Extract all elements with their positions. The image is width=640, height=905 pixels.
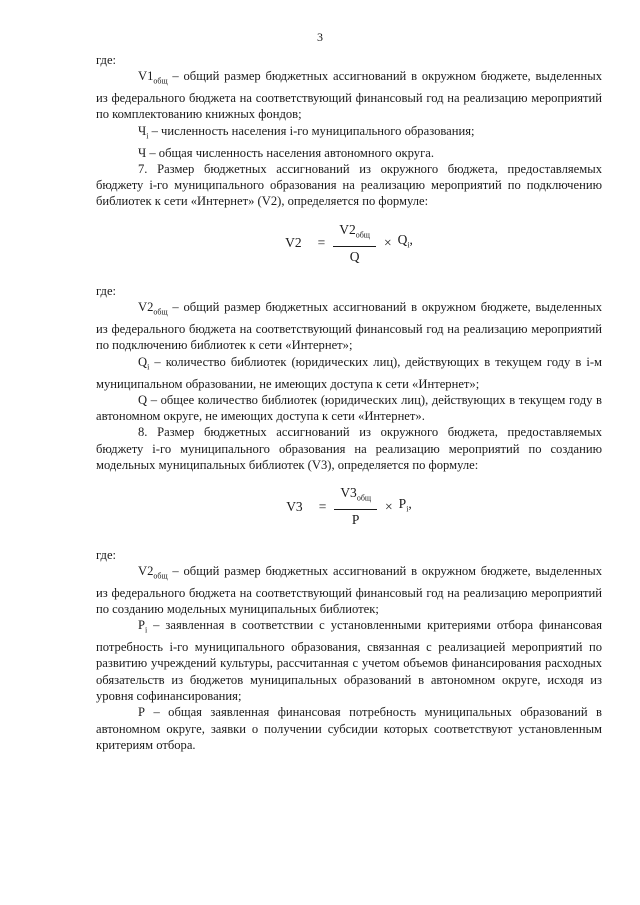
formula-v3-numerator: $V3_{общ}$ [334, 485, 377, 510]
formula-v2-fraction [333, 222, 376, 265]
item-8-paragraph: 8. Размер бюджетных ассигнований из окружного бюджета, предоставляемых бюджету i-го муниципального образования на реализацию мероприятий по созданию модельных муниципальных библиотек (V3), определяется по формуле: [96, 425, 602, 472]
definition-chi: $Ч_i$ – численность населения i-го муниципального образования; [138, 123, 475, 141]
formula-v2 [96, 222, 602, 265]
formula-v3-denominator: P [351, 512, 360, 528]
formula-v2-times: × [383, 235, 392, 251]
formula-v3-equals: = [318, 498, 327, 514]
formula-v3-fraction [334, 485, 377, 528]
page-number: 3 [317, 30, 323, 44]
definition-pi: $P_i$ – заявленная в соответствии с установленными критериями отбора финансовая потребность i-го муниципального образования, связанная с реализацией мероприятий по развитию учреждений культуры, рассчитанная с учетом объемов финансирования расходных обязательств из бюджетов муниципальных образований в автономном округе, исходя из уровня софинансирования; [96, 618, 602, 703]
formula-v3-lhs: V3 [286, 498, 303, 514]
where-label-3: где: [96, 547, 117, 562]
formula-v3-times: × [385, 498, 393, 514]
formula-v2-factor: $Q_i$, [397, 232, 413, 251]
definition-p: Р – общая заявленная финансовая потребность муниципальных образований в автономном округе, заявки о получении субсидии которых соответствуют установленным критериям отбора. [96, 705, 602, 752]
where-label-1: где: [96, 53, 117, 67]
formula-v2-denominator: Q [349, 248, 360, 264]
definition-v1: $V1_{общ}$ – общий размер бюджетных ассигнований в окружном бюджете, выделенных из федерального бюджета на соответствующий финансовый год на реализацию мероприятий по комплектованию книжных фондов; [96, 69, 602, 122]
where-label-2: где: [96, 283, 117, 298]
document-body [96, 52, 602, 753]
formula-v2-lhs: V2 [285, 235, 302, 251]
definition-v2-models: $V2_{общ}$ – общий размер бюджетных ассигнований в окружном бюджете, выделенных из федерального бюджета на соответствующий финансовый год на реализацию мероприятий по созданию модельных муниципальных библиотек; [96, 563, 602, 616]
definition-v2: $V2_{общ}$ – общий размер бюджетных ассигнований в окружном бюджете, выделенных из федерального бюджета на соответствующий финансовый год на реализацию мероприятий по подключению библиотек к сети «Интернет»; [96, 300, 602, 353]
formula-v2-numerator: $V2_{общ}$ [333, 222, 376, 247]
item-7-paragraph: 7. Размер бюджетных ассигнований из окружного бюджета, предоставляемых бюджету i-го муниципального образования на реализацию мероприятий по подключению библиотек к сети «Интернет» (V2), определяется по формуле: [96, 161, 602, 209]
formula-v3 [96, 485, 602, 528]
definition-q: Q – общее количество библиотек (юридических лиц), действующих в текущем году в автономном округе, не имеющих доступа к сети «Интернет». [96, 392, 602, 424]
formula-v3-factor: $P_i$, [398, 495, 412, 514]
definition-qi: $Q_i$ – количество библиотек (юридических лиц), действующих в текущем году в i-м муниципальном образовании, не имеющих доступа к сети «Интернет»; [96, 354, 602, 391]
formula-v2-equals: = [317, 235, 326, 251]
definition-ch: Ч – общая численность населения автономного округа. [138, 145, 434, 160]
